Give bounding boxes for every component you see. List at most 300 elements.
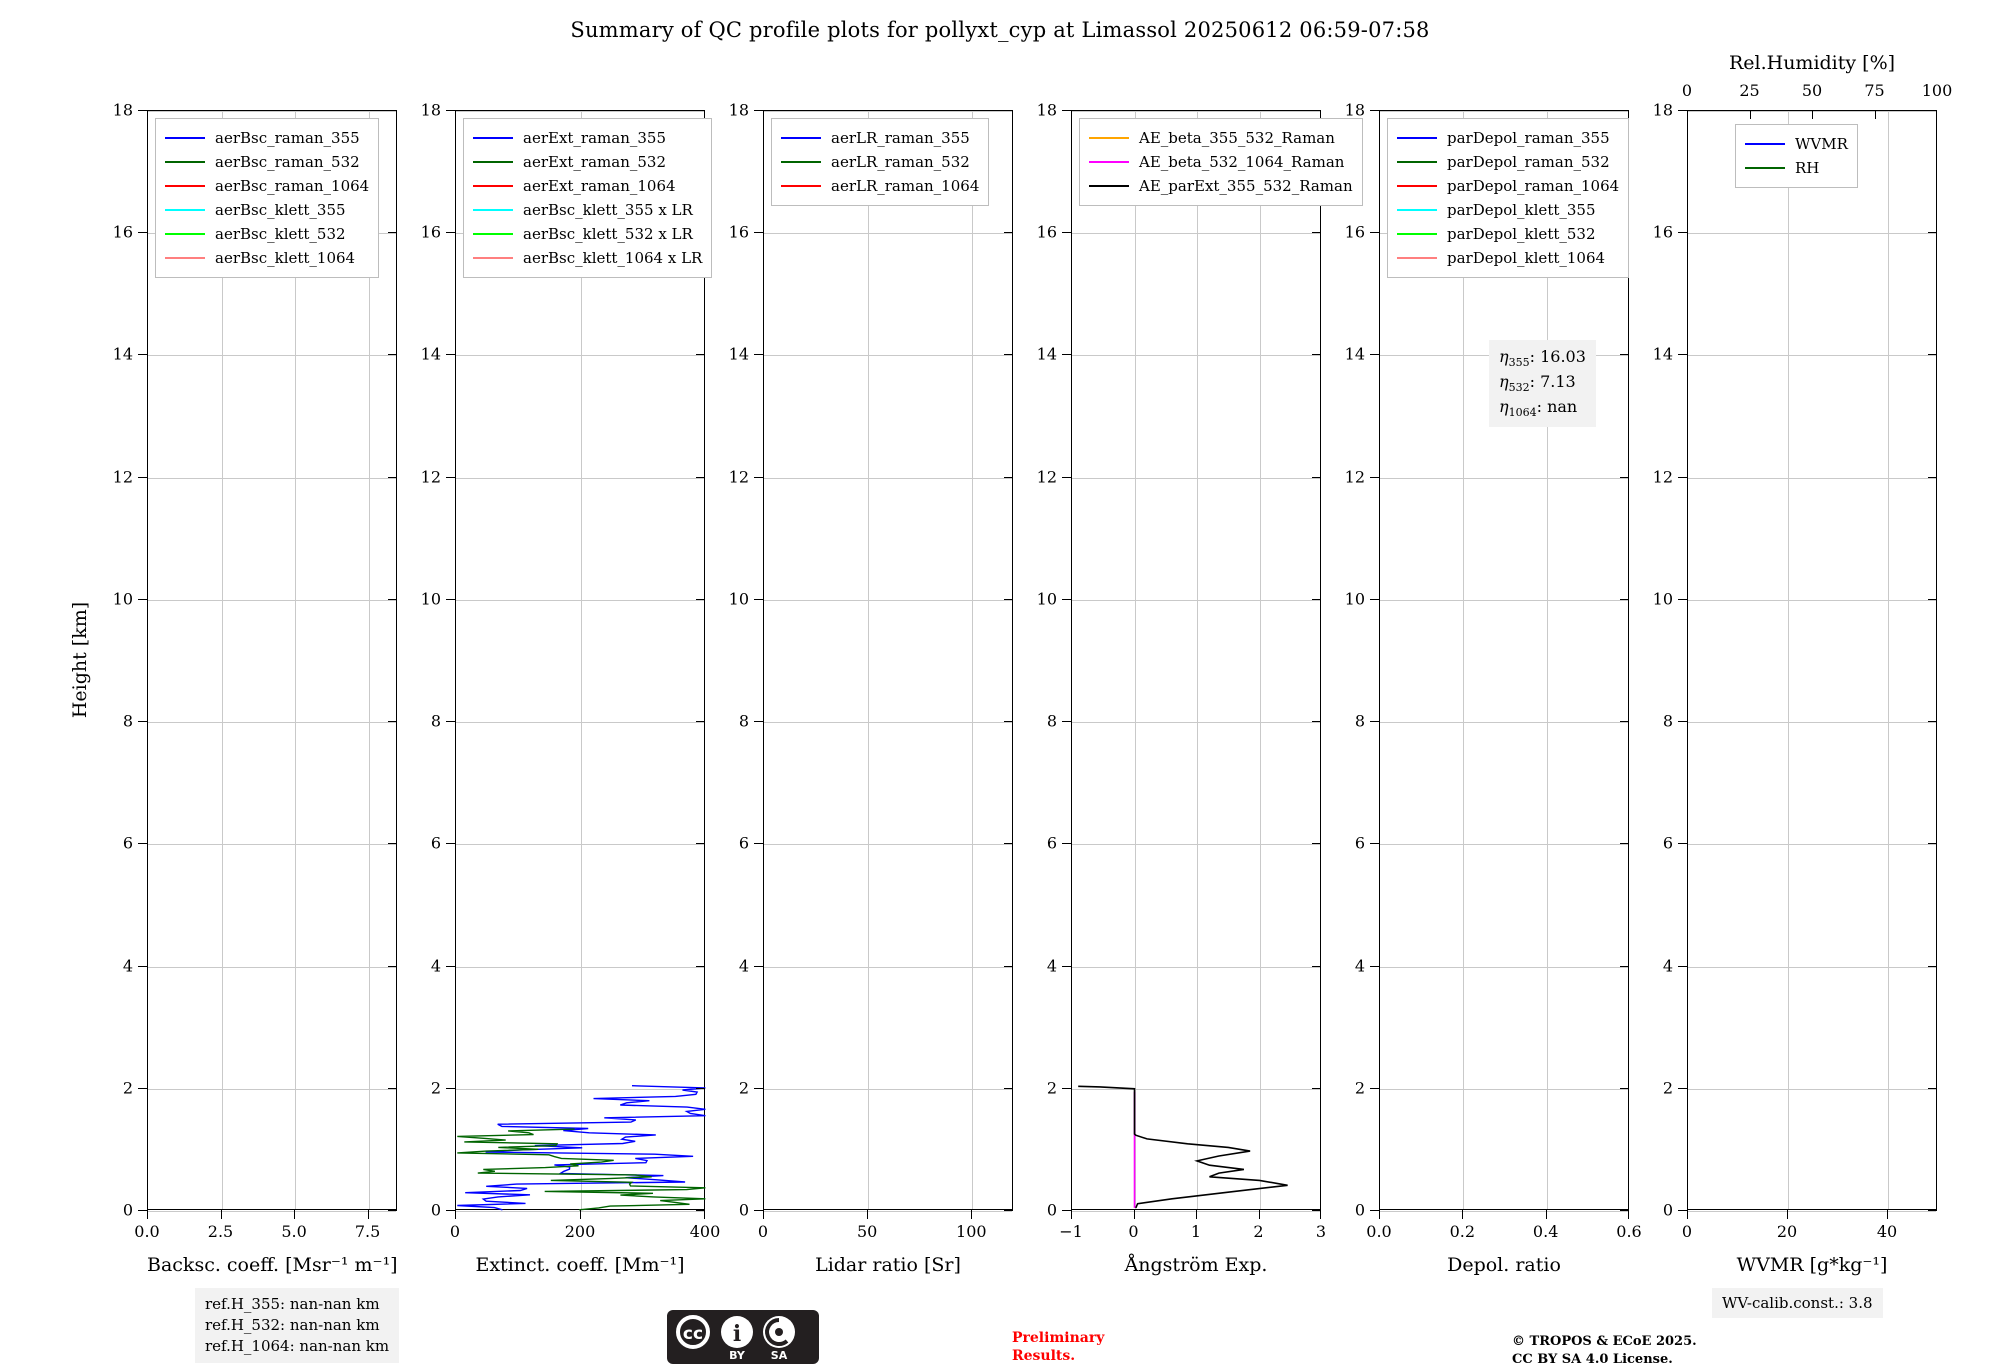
legend-line-icon [1397,209,1437,211]
ref-h-532: ref.H_532: nan-nan km [205,1316,380,1334]
y-tick-right [1928,721,1937,722]
legend-item[interactable] [1397,150,1619,174]
y-tick-right [696,1088,705,1089]
x-tick-label: 0 [1681,1222,1693,1241]
y-tick-label: 14 [1652,344,1673,364]
ref-h-1064: ref.H_1064: nan-nan km [205,1337,390,1355]
y-tick [446,354,455,355]
y-tick-right [1004,721,1013,722]
y-tick-label: 18 [1652,100,1673,120]
y-tick-label: 8 [1046,711,1057,731]
y-tick-right [1620,966,1629,967]
x-tick [1134,1210,1135,1219]
y-tick [1370,354,1379,355]
x-axis-title: WVMR [g*kg⁻¹] [1736,1254,1888,1276]
y-tick-label: 6 [1046,833,1057,853]
y-tick [138,721,147,722]
x-axis-title: Ångström Exp. [1124,1254,1268,1276]
y-tick [138,843,147,844]
y-tick [1062,1088,1071,1089]
y-tick [754,721,763,722]
y-tick-right [1004,599,1013,600]
chart-panel-1 [112,100,398,1276]
y-tick-right [1928,599,1937,600]
y-tick-label: 18 [1344,100,1365,120]
y-tick-label: 12 [1036,467,1057,487]
legend-item[interactable] [165,174,369,198]
x-tick [1379,1210,1380,1219]
x-tick [221,1210,222,1219]
x-tick-top [1936,110,1937,119]
y-tick [754,1088,763,1089]
copyright-note [1512,1333,1697,1368]
eta-532-value: 7.13 [1540,372,1576,392]
legend-line-icon [1397,161,1437,163]
y-tick [446,110,455,111]
legend-panel-5[interactable] [1387,118,1629,278]
x-tick [1628,1210,1629,1219]
x-tick-label-top: 100 [1921,81,1953,100]
legend-item[interactable] [165,246,369,270]
y-tick-label: 0 [1354,1200,1365,1220]
plot-area-3 [763,110,1013,1210]
y-tick-label: 10 [1652,589,1673,609]
legend-label: aerBsc_klett_1064 x LR [523,249,703,267]
y-tick-right [388,721,397,722]
y-tick-right [1928,354,1937,355]
y-tick-right [1004,843,1013,844]
y-tick-label: 12 [112,467,133,487]
y-tick [138,1088,147,1089]
y-tick-label: 4 [1046,956,1057,976]
x-axis-title: Depol. ratio [1447,1254,1561,1276]
legend-label: aerBsc_raman_1064 [215,177,370,195]
y-tick [1370,110,1379,111]
gridline-h [1380,1211,1628,1212]
y-tick [754,966,763,967]
y-tick [754,599,763,600]
legend-item[interactable] [473,198,702,222]
y-tick-label: 10 [1036,589,1057,609]
legend-label: aerLR_raman_532 [831,153,970,171]
y-tick-right [388,110,397,111]
x-tick-label: 100 [956,1222,987,1241]
legend-line-icon [165,209,205,211]
legend-label: aerExt_raman_355 [523,129,666,147]
y-tick-right [1312,966,1321,967]
y-tick-label: 16 [1652,222,1673,242]
legend-line-icon [1089,161,1129,163]
legend-line-icon [165,137,205,139]
legend-line-icon [473,185,513,187]
y-tick-right [388,966,397,967]
legend-line-icon [473,233,513,235]
svg-text:SA: SA [770,1349,788,1362]
legend-label: AE_parExt_355_532_Raman [1139,177,1353,195]
y-tick-right [1312,721,1321,722]
legend-label: aerBsc_klett_355 [215,201,346,219]
legend-label: aerBsc_klett_532 [215,225,346,243]
x-tick [1887,1210,1888,1219]
x-tick-label: 0.6 [1616,1222,1642,1241]
y-tick-label: 16 [1344,222,1365,242]
y-tick-right [388,1210,397,1211]
legend-line-icon [1397,233,1437,235]
legend-label: aerExt_raman_532 [523,153,666,171]
y-tick-label: 6 [738,833,749,853]
x-tick [1687,1210,1688,1219]
y-tick-right [696,966,705,967]
y-tick [1370,843,1379,844]
legend-item[interactable] [1397,222,1619,246]
y-tick [1678,599,1687,600]
legend-item[interactable] [1397,198,1619,222]
y-tick-right [696,721,705,722]
plot-area-6 [1687,110,1937,1210]
x-tick-label: 40 [1876,1222,1898,1241]
x-axis-title: Lidar ratio [Sr] [815,1254,961,1276]
y-tick [1678,843,1687,844]
y-tick-label: 0 [738,1200,749,1220]
legend-label: aerBsc_raman_532 [215,153,360,171]
legend-label: parDepol_raman_1064 [1447,177,1620,195]
x-tick [763,1210,764,1219]
y-tick [446,1088,455,1089]
y-tick [446,721,455,722]
y-tick [1062,354,1071,355]
legend-panel-4[interactable] [1079,118,1363,206]
y-tick-right [1928,843,1937,844]
legend-line-icon [781,185,821,187]
y-tick-right [1620,599,1629,600]
gridline-h [1688,1211,1936,1212]
x-tick [1259,1210,1260,1219]
y-tick-label: 16 [112,222,133,242]
x-tick-label: 20 [1776,1222,1798,1241]
y-tick-right [388,354,397,355]
legend-item[interactable] [781,126,979,150]
y-tick [1370,721,1379,722]
x-tick-label: 0.0 [134,1222,160,1241]
legend-label: AE_beta_355_532_Raman [1139,129,1335,147]
eta-1064-value: nan [1547,397,1578,417]
y-tick [754,354,763,355]
legend-item[interactable] [1745,132,1848,156]
y-tick-label: 8 [738,711,749,731]
legend-item[interactable] [1089,126,1353,150]
legend-item[interactable] [1089,174,1353,198]
y-tick-label: 10 [1344,589,1365,609]
y-tick [1062,599,1071,600]
y-tick-label: 8 [122,711,133,731]
gridline-h [764,1211,1012,1212]
y-tick-label: 10 [728,589,749,609]
x-tick [1462,1210,1463,1219]
y-tick [1370,966,1379,967]
y-axis-label: Height [km] [69,601,91,719]
y-tick [1062,1210,1071,1211]
y-tick-label: 10 [112,589,133,609]
y-tick-right [1620,721,1629,722]
y-tick [1370,232,1379,233]
x-tick-label: 3 [1315,1222,1327,1241]
y-tick-label: 0 [1046,1200,1057,1220]
x-tick-label: 1 [1190,1222,1202,1241]
svg-text:BY: BY [729,1349,745,1362]
legend-panel-1[interactable] [155,118,379,278]
y-tick [1678,110,1687,111]
legend-item[interactable] [165,222,369,246]
y-tick-right [1004,1088,1013,1089]
x-tick [1071,1210,1072,1219]
y-tick [138,477,147,478]
legend-line-icon [165,185,205,187]
x-tick [294,1210,295,1219]
y-tick-right [1004,1210,1013,1211]
y-tick-right [1620,843,1629,844]
x-tick-label: 400 [689,1222,721,1241]
legend-item[interactable] [781,174,979,198]
y-tick-right [1312,843,1321,844]
x-tick-top [1687,110,1688,119]
y-tick [1678,232,1687,233]
y-tick [1062,477,1071,478]
y-tick-right [696,354,705,355]
y-tick [754,232,763,233]
y-tick-right [696,110,705,111]
data-line [1078,1086,1287,1208]
x-tick [368,1210,369,1219]
x-tick-label-top: 75 [1864,81,1885,100]
eta-355-value: 16.03 [1540,347,1586,366]
y-tick-label: 6 [430,833,441,853]
legend-line-icon [1745,143,1785,145]
page-title: Summary of QC profile plots for pollyxt_cyp at Limassol 20250612 06:59-07:58 [570,18,1430,42]
y-tick-right [388,599,397,600]
y-tick-label: 16 [1036,222,1057,242]
y-tick [446,1210,455,1211]
x-tick [147,1210,148,1219]
x-tick-label: 2.5 [207,1222,234,1241]
y-tick-right [1312,354,1321,355]
legend-line-icon [165,161,205,163]
legend-line-icon [781,137,821,139]
x-tick-label: 0.4 [1532,1222,1559,1241]
legend-panel-3[interactable] [771,118,989,206]
x-tick-top [1812,110,1813,119]
y-tick-label: 2 [1662,1078,1673,1098]
data-curves-3 [764,111,1014,1211]
legend-label: aerLR_raman_1064 [831,177,980,195]
legend-panel-6[interactable] [1735,124,1858,188]
legend-label: aerBsc_klett_532 x LR [523,225,693,243]
y-tick-right [1620,1088,1629,1089]
legend-line-icon [781,161,821,163]
y-tick [138,354,147,355]
x-tick-label: 0 [757,1222,769,1241]
legend-item[interactable] [473,174,702,198]
x-tick [704,1210,705,1219]
x-tick [1787,1210,1788,1219]
y-tick-label: 6 [1354,833,1365,853]
legend-label: AE_beta_532_1064_Raman [1139,153,1345,171]
legend-item[interactable] [473,126,702,150]
y-tick [754,843,763,844]
legend-line-icon [1089,185,1129,187]
y-tick-right [696,599,705,600]
y-tick-label: 4 [1662,956,1673,976]
y-tick-label: 4 [738,956,749,976]
y-tick-right [1928,232,1937,233]
x-tick-label: −1 [1059,1222,1083,1241]
x-tick-label: 0.2 [1449,1222,1476,1241]
y-tick [1062,966,1071,967]
y-tick [446,232,455,233]
y-tick-label: 12 [728,467,749,487]
x-tick-label-top: 50 [1801,81,1823,100]
x-tick-top [1750,110,1751,119]
legend-item[interactable] [165,150,369,174]
svg-text:i: i [732,1321,742,1347]
y-tick [754,110,763,111]
cc-by-sa-icon [667,1310,819,1364]
legend-label: aerBsc_klett_355 x LR [523,201,693,219]
y-tick-right [1004,966,1013,967]
x-tick-label: 0.0 [1366,1222,1392,1241]
x-tick-label: 200 [564,1222,596,1241]
y-tick-label: 8 [1662,711,1673,731]
x-tick [1546,1210,1547,1219]
legend-item[interactable] [473,246,702,270]
y-tick [754,1210,763,1211]
y-tick-label: 2 [1046,1078,1057,1098]
reference-height-box [195,1288,399,1363]
y-tick-label: 8 [430,711,441,731]
legend-item[interactable] [1745,156,1848,180]
y-tick-right [1004,232,1013,233]
y-tick-label: 12 [1652,467,1673,487]
y-tick-label: 0 [430,1200,441,1220]
y-tick [138,1210,147,1211]
x-tick-label: 0 [449,1222,461,1241]
x-tick [1196,1210,1197,1219]
data-curves-6 [1688,111,1938,1211]
y-tick-right [1928,1088,1937,1089]
legend-line-icon [1397,185,1437,187]
legend-item[interactable] [1397,174,1619,198]
y-tick-right [1312,110,1321,111]
y-tick-right [1928,1210,1937,1211]
x-tick-label: 0 [1128,1222,1139,1241]
x-tick-label: 7.5 [354,1222,381,1241]
y-tick [1678,1088,1687,1089]
legend-label: parDepol_raman_355 [1447,129,1610,147]
y-tick-right [1004,354,1013,355]
y-tick [1062,843,1071,844]
legend-label: parDepol_klett_532 [1447,225,1596,243]
top-axis-title: Rel.Humidity [%] [1728,52,1896,74]
chart-panel-6 [1652,52,1953,1276]
legend-line-icon [1397,137,1437,139]
y-tick-label: 14 [1036,344,1057,364]
legend-item[interactable] [1397,246,1619,270]
legend-item[interactable] [473,150,702,174]
legend-panel-2[interactable] [463,118,712,278]
y-tick-right [1928,477,1937,478]
legend-line-icon [1089,137,1129,139]
y-tick [1678,477,1687,478]
y-tick [1678,1210,1687,1211]
y-tick-right [1620,477,1629,478]
legend-label: RH [1795,159,1820,177]
legend-label: aerLR_raman_355 [831,129,970,147]
x-tick [1320,1210,1321,1219]
y-tick-right [1004,110,1013,111]
y-tick-label: 18 [420,100,441,120]
y-tick [446,599,455,600]
y-tick-label: 18 [1036,100,1057,120]
gridline-h [148,1211,396,1212]
legend-item[interactable] [1089,150,1353,174]
y-tick [138,966,147,967]
y-tick-right [388,843,397,844]
y-tick-right [1620,110,1629,111]
y-tick-label: 14 [1344,344,1365,364]
legend-item[interactable] [1397,126,1619,150]
legend-label: aerBsc_klett_1064 [215,249,356,267]
y-tick-right [1312,1088,1321,1089]
x-axis-title: Backsc. coeff. [Msr⁻¹ m⁻¹] [147,1254,398,1276]
y-tick-label: 2 [738,1078,749,1098]
x-tick [455,1210,456,1219]
legend-item[interactable] [165,198,369,222]
y-tick-label: 4 [122,956,133,976]
y-tick [754,477,763,478]
y-tick [1678,354,1687,355]
svg-text:cc: cc [682,1324,704,1344]
x-tick-label: 5.0 [281,1222,307,1241]
creative-commons-badge [667,1310,819,1368]
x-tick-label: 50 [856,1222,878,1241]
legend-label: parDepol_raman_532 [1447,153,1610,171]
y-tick-label: 16 [728,222,749,242]
legend-item[interactable] [781,150,979,174]
y-tick [446,966,455,967]
y-tick-label: 8 [1354,711,1365,731]
x-tick [971,1210,972,1219]
legend-line-icon [473,137,513,139]
y-tick [138,232,147,233]
legend-item[interactable] [473,222,702,246]
y-tick-label: 2 [122,1078,133,1098]
ref-h-355: ref.H_355: nan-nan km [205,1295,380,1313]
y-tick-label: 14 [728,344,749,364]
y-tick [1370,599,1379,600]
y-tick-label: 2 [1354,1078,1365,1098]
x-tick-label-top: 25 [1739,81,1760,100]
y-tick-label: 0 [122,1200,133,1220]
x-tick [580,1210,581,1219]
y-tick [1370,1088,1379,1089]
chart-panel-3 [728,100,1013,1276]
y-tick-right [1004,477,1013,478]
legend-item[interactable] [165,126,369,150]
y-tick-label: 4 [1354,956,1365,976]
copyright-line-2: CC BY SA 4.0 License. [1512,1351,1673,1367]
y-tick-right [388,1088,397,1089]
legend-line-icon [1745,167,1785,169]
y-tick-label: 4 [430,956,441,976]
